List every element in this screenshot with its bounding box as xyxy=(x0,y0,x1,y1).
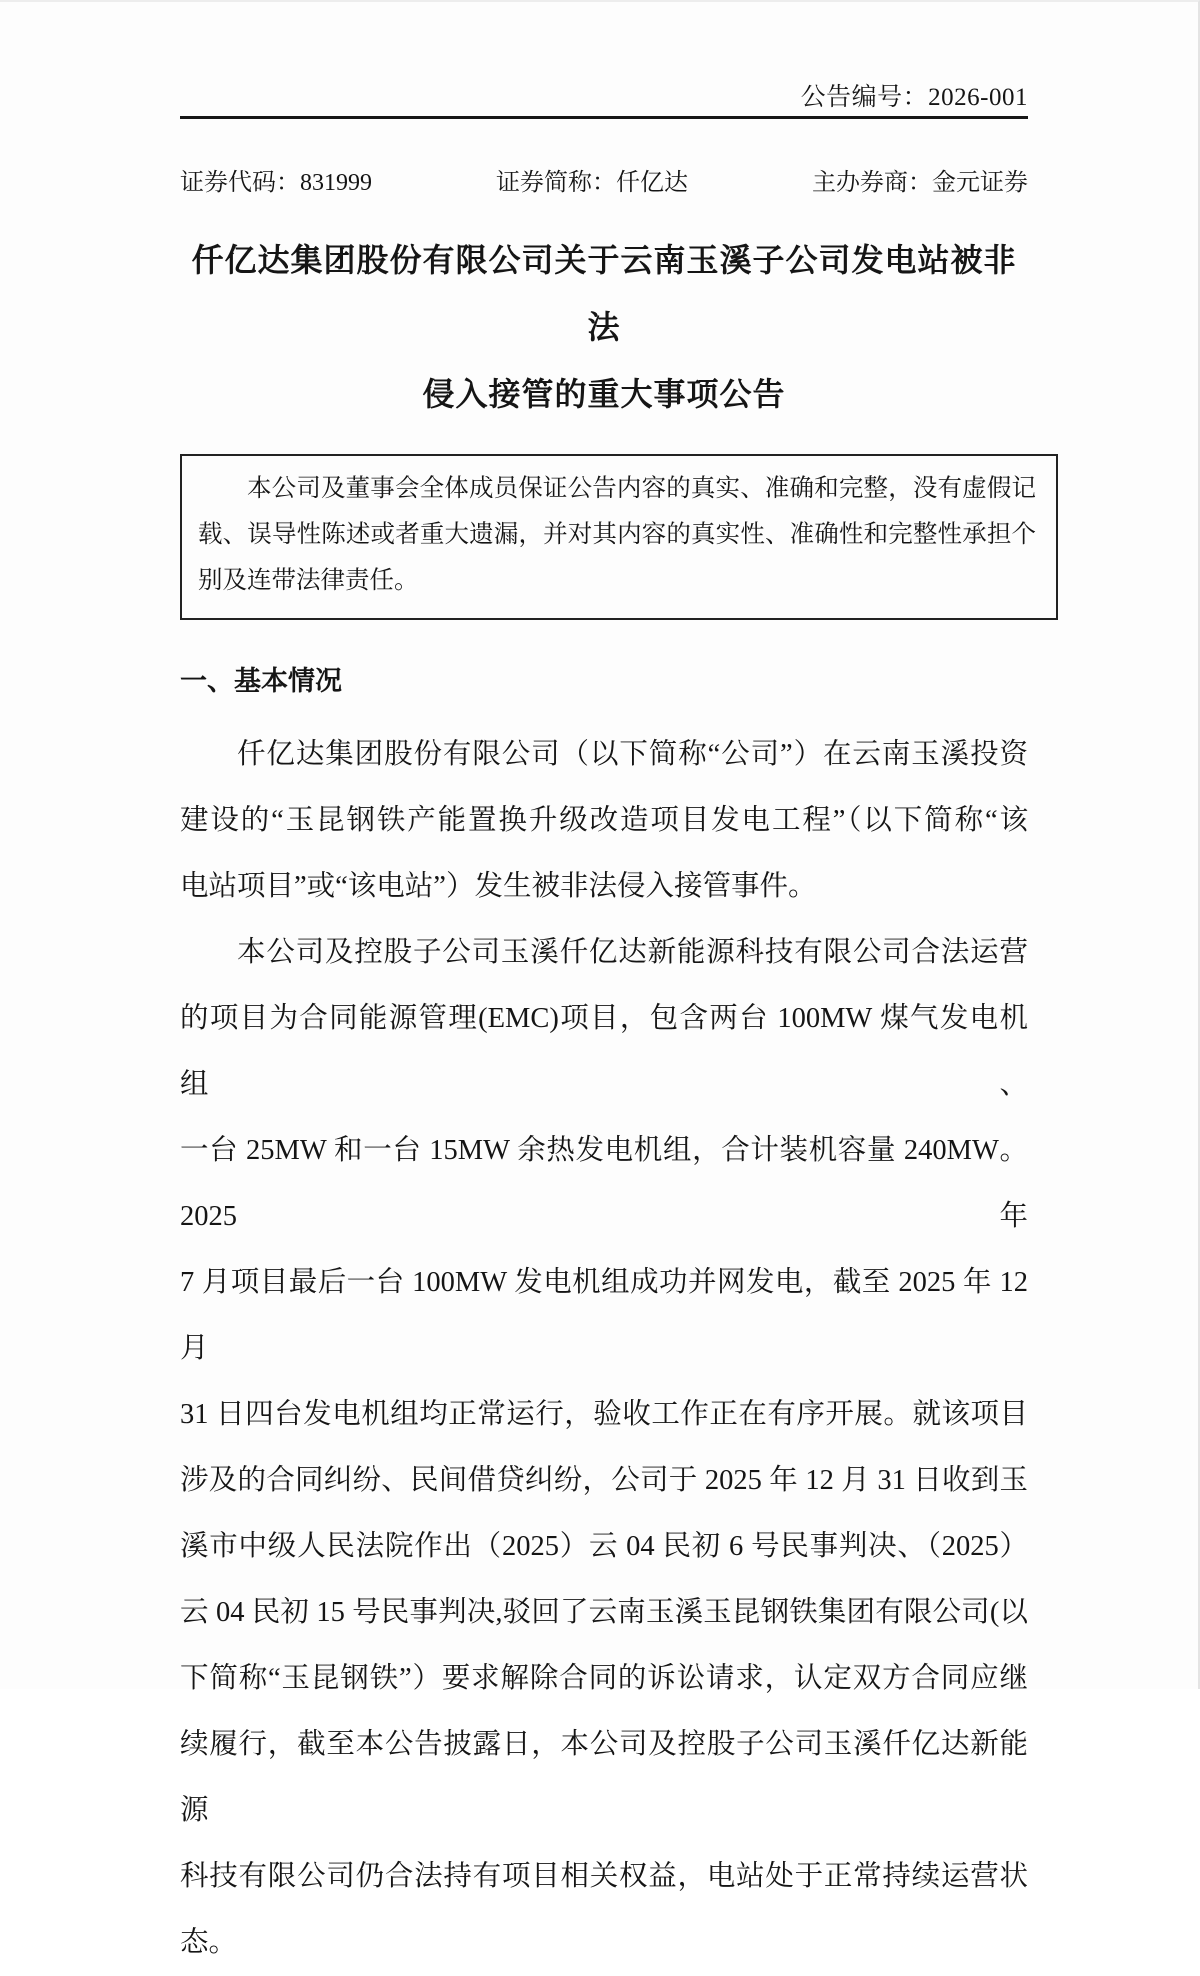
securities-code xyxy=(180,169,372,197)
securities-abbr-label: 证券简称： xyxy=(496,170,616,196)
securities-abbr xyxy=(496,169,688,197)
paragraph-line: 一台 25MW 和一台 15MW 余热发电机组，合计装机容量 240MW。2025 年 xyxy=(180,1135,1028,1232)
paragraphs xyxy=(180,722,1028,1976)
paragraph-line: 7 月项目最后一台 100MW 发电机组成功并网发电，截至 2025 年 12 月 xyxy=(180,1267,1028,1364)
paragraph-line: 涉及的合同纠纷、民间借贷纠纷，公司于 2025 年 12 月 31 日收到玉 xyxy=(180,1465,1028,1496)
header-rule xyxy=(180,116,1028,119)
disclaimer-box xyxy=(180,454,1058,620)
document-title-line1: 仟亿达集团股份有限公司关于云南玉溪子公司发电站被非法 xyxy=(191,242,1017,345)
announcement-number: 公告编号：2026-001 xyxy=(800,84,1028,111)
paragraph-line: 续履行，截至本公告披露日，本公司及控股子公司玉溪仟亿达新能源 xyxy=(180,1729,1028,1826)
document-title xyxy=(180,227,1028,428)
securities-info-row xyxy=(180,169,1028,197)
paragraph-line: 本公司及控股子公司玉溪仟亿达新能源科技有限公司合法运营 xyxy=(237,937,1028,968)
securities-code-value: 831999 xyxy=(300,170,372,196)
paragraph-line: 的项目为合同能源管理(EMC)项目，包含两台 100MW 煤气发电机组、 xyxy=(180,1003,1028,1100)
securities-sponsor-label: 主办券商： xyxy=(812,170,932,196)
paragraph-line: 云 04 民初 15 号民事判决,驳回了云南玉溪玉昆钢铁集团有限公司(以 xyxy=(180,1597,1028,1628)
document-content xyxy=(0,2,1198,1976)
disclaimer-text: 本公司及董事会全体成员保证公告内容的真实、准确和完整，没有虚假记载、误导性陈述或者重大遗漏，并对其内容的真实性、准确性和完整性承担个别及连带法律责任。 xyxy=(198,475,1036,594)
paragraph-line: 仟亿达集团股份有限公司（以下简称“公司”）在云南玉溪投资 xyxy=(237,739,1028,770)
section-heading-basic-situation: 一、基本情况 xyxy=(180,666,342,696)
paragraph-line: 科技有限公司仍合法持有项目相关权益，电站处于正常持续运营状态。 xyxy=(180,1861,1028,1958)
securities-sponsor xyxy=(812,169,1028,197)
body-paragraph xyxy=(180,722,1028,920)
document-title-line2: 侵入接管的重大事项公告 xyxy=(422,376,786,412)
securities-code-label: 证券代码： xyxy=(180,170,300,196)
paragraph-line: 下简称“玉昆钢铁”）要求解除合同的诉讼请求，认定双方合同应继 xyxy=(180,1663,1028,1694)
paragraph-line: 溪市中级人民法院作出（2025）云 04 民初 6 号民事判决、（2025） xyxy=(180,1531,1028,1562)
securities-abbr-value: 仟亿达 xyxy=(616,170,688,196)
paragraph-line: 电站项目”或“该电站”）发生被非法侵入接管事件。 xyxy=(180,871,817,902)
body-paragraph xyxy=(180,920,1028,1976)
paragraph-line: 31 日四台发电机组均正常运行，验收工作正在有序开展。就该项目 xyxy=(180,1399,1028,1430)
securities-sponsor-value: 金元证券 xyxy=(932,170,1028,196)
paragraph-line: 建设的“玉昆钢铁产能置换升级改造项目发电工程”（以下简称“该 xyxy=(180,805,1028,836)
